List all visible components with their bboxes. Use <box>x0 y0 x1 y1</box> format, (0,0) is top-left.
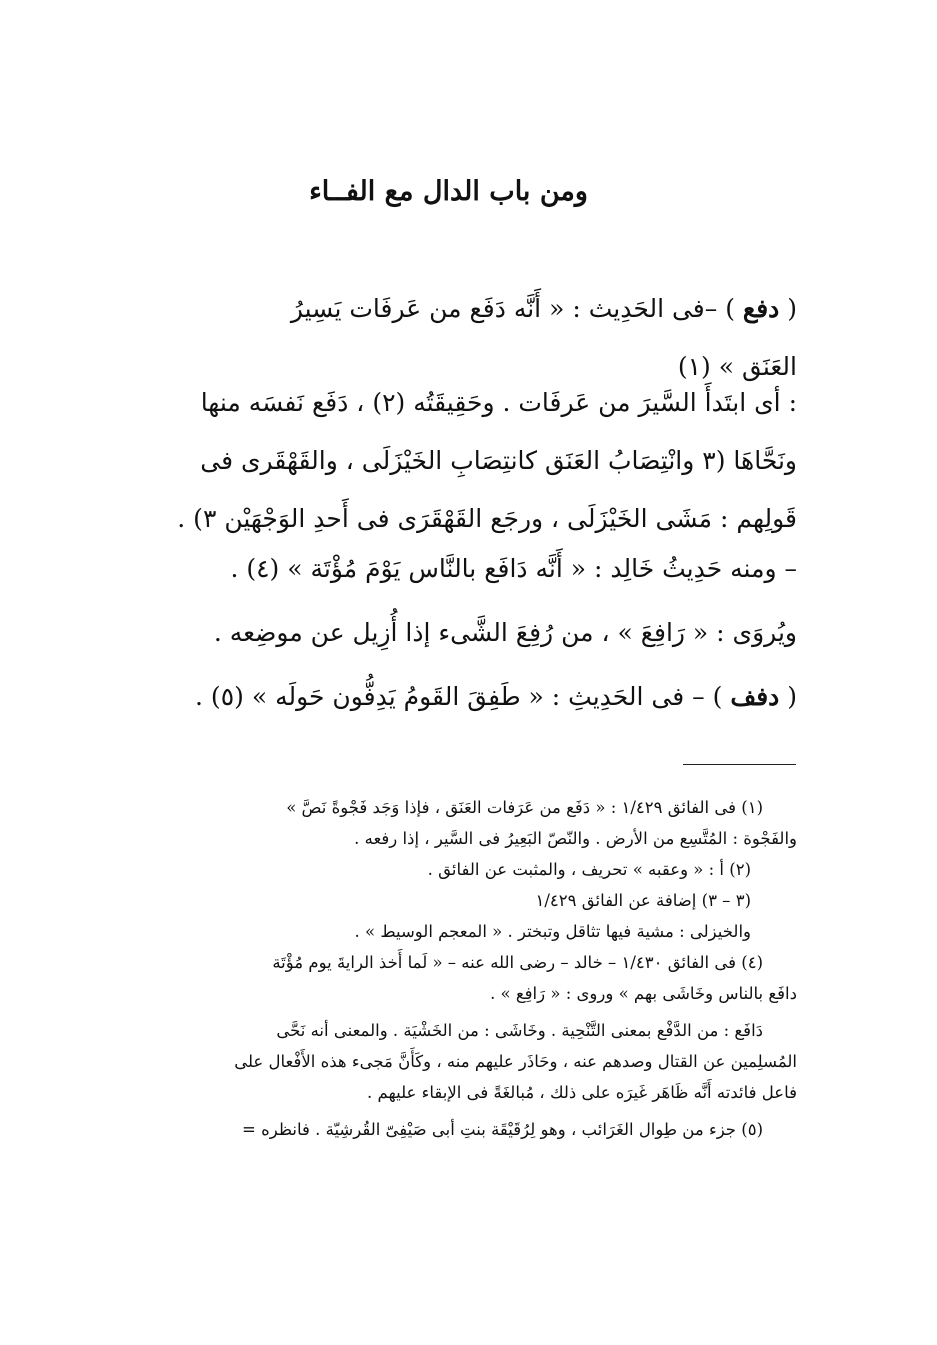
entry-dafa-line-2: العَنَق » (١) <box>677 352 797 381</box>
yurwa-line: ويُروَى : « رَافِعَ » ، من رُفِعَ الشَّىء إذا أُزِيل عن موضِعه . <box>213 618 797 647</box>
headword-dafa: دفع <box>742 294 780 323</box>
footnote-1-line-1: (١) فى الفائق ١/٤٢٩ : « دَفَع من عَرَفات العَنَق ، فإذا وَجَد فَجْوةً نَصَّ » <box>286 798 763 817</box>
footnote-4-line-5: فاعل فائدته أَنَّه ظَاهَر غَيرَه على ذلك ، مُبالغَةً فى الإبقاء عليهم . <box>367 1083 797 1102</box>
headword-daff: دفف <box>730 682 780 711</box>
footnote-4-line-1: (٤) فى الفائق ١/٤٣٠ – خالد – رضى الله عنه – « لَما أَخذ الرايةَ يوم مُؤْتَة <box>272 953 763 972</box>
entry-daff <box>137 668 797 726</box>
entry-dafa-text-1: ) –فى الحَدِيث : « أَنَّه دَفَع من عَرفَات يَسِيرُ <box>290 294 735 323</box>
section-heading: ومن باب الدال مع الفــاء <box>309 176 588 207</box>
footnote-2: (٢) أ : « وعقبه » تحريف ، والمثبت عن الفائق . <box>427 860 751 879</box>
explanation-line-2: ونَحَّاهَا (٣ وانْتِصَابُ العَنَق كانتِصَابِ الخَيْزَلَى ، والقَهْقَرى فى <box>200 446 797 475</box>
entry-khalid <box>137 540 797 598</box>
entry-yurwa <box>137 604 797 662</box>
footnotes <box>133 792 797 1145</box>
footnote-4-line-2: دافَع بالناس وخَاشَى بهم » وروى : « رَافِع » . <box>490 984 797 1003</box>
footnote-divider <box>683 764 796 765</box>
footnote-5: (٥) جزء من طِوال الغَرَائب ، وهو لِرُقَيْقَة بنتِ أبى صَيْفِىّ القُرشِيّة . فانظره = <box>242 1120 763 1139</box>
footnote-4-line-3: دَافَع : من الدَّفْع بمعنى التَّنْحِية . وخَاشَى : من الخَشْيَة . والمعنى أنه نَحَّى <box>276 1021 763 1040</box>
khalid-hadith-line: – ومنه حَدِيثُ خَالِد : « أَنَّه دَافَع بالنَّاس يَوْمَ مُؤْتَة » (٤) . <box>230 554 797 583</box>
entry-dafa-explanation <box>137 374 797 548</box>
footnote-1-line-2: والفَجْوة : المُتَّسِع من الأرض . والنّصّ البَعِيرُ فى السَّير ، إذا رفعه . <box>354 829 797 848</box>
entry-daff-text: ) – فى الحَدِيثِ : « طَفِقَ القَومُ يَدِفُّون حَولَه » (٥) . <box>195 682 723 711</box>
explanation-line-3: قَولِهم : مَشَى الخَيْزَلَى ، ورجَع القَهْقَرَى فى أَحدِ الوَجْهَيْن ٣) . <box>177 504 797 533</box>
entry-dafa-line-1: ( دفع ) –فى الحَدِيث : « أَنَّه دَفَع من عَرفَات يَسِيرُ <box>290 294 797 323</box>
entry-daff-line: ( دفف ) – فى الحَدِيثِ : « طَفِقَ القَومُ يَدِفُّون حَولَه » (٥) . <box>195 682 797 711</box>
explanation-line-1: : أى ابتَدأَ السَّيرَ من عَرفَات . وحَقِيقَتُه (٢) ، دَفَع نَفسَه منها <box>200 388 797 417</box>
footnote-4-line-4: المُسلِمين عن القتال وصدهم عنه ، وحَاذَر عليهم منه ، وكَأَنَّ مَجىء هذه الأَفْعال على <box>234 1052 797 1071</box>
footnote-3-gloss: والخيزلى : مشية فيها تثاقل وتبختر . « المعجم الوسيط » . <box>354 922 751 941</box>
footnote-3: (٣ – ٣) إضافة عن الفائق ١/٤٢٩ <box>535 891 751 910</box>
